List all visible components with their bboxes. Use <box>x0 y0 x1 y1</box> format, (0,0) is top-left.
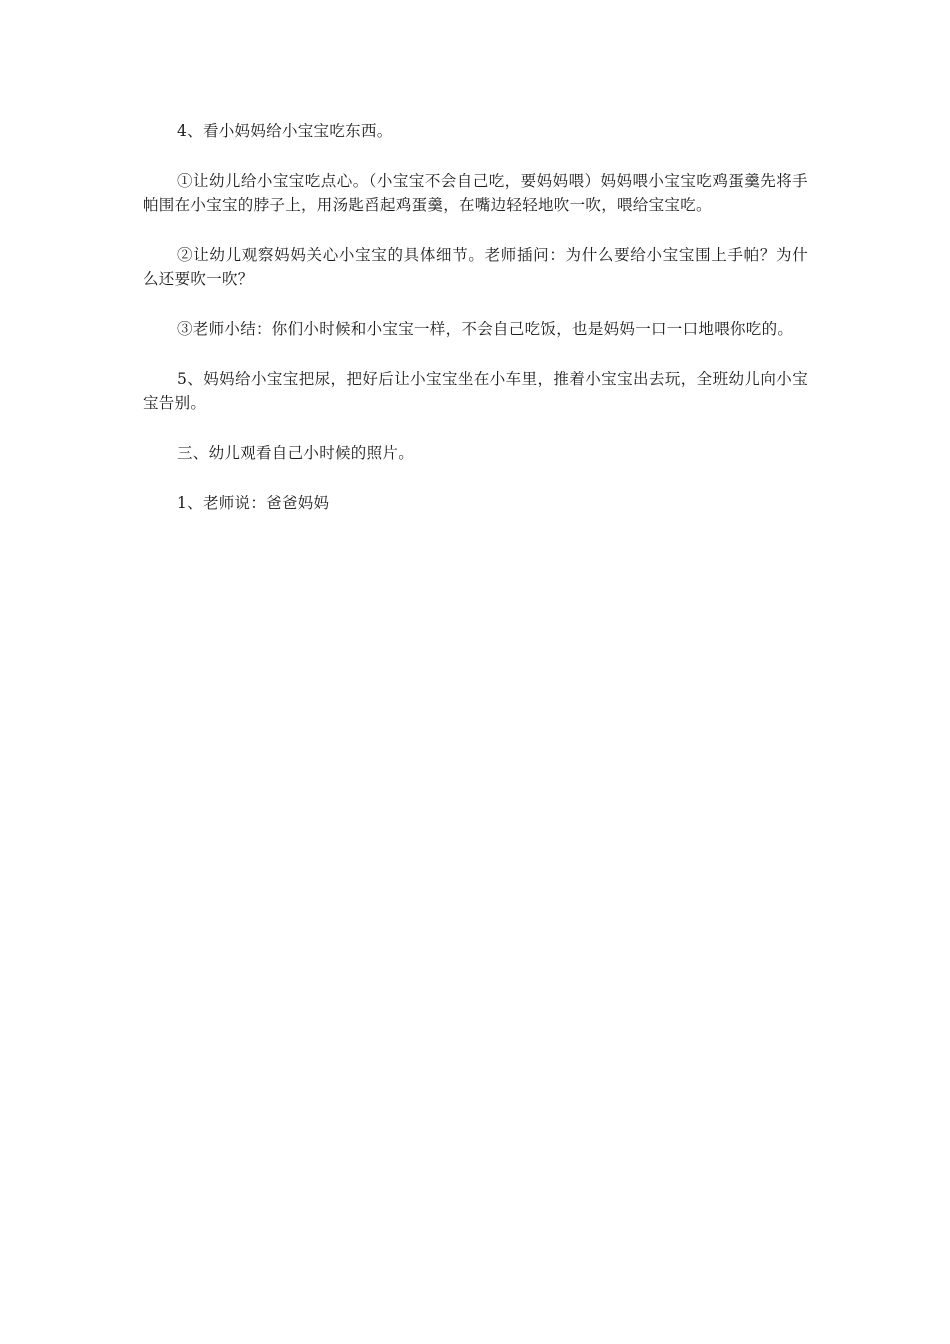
paragraph-step-4: 4、看小妈妈给小宝宝吃东西。 <box>177 122 393 140</box>
section-heading-3: 三、幼儿观看自己小时候的照片。 <box>177 444 415 462</box>
paragraph-substep-2: ②让幼儿观察妈妈关心小宝宝的具体细节。老师插问：为什么要给小宝宝围上手帕？为什么还要吹一吹？ <box>143 246 808 288</box>
paragraph-step-5: 5、妈妈给小宝宝把尿，把好后让小宝宝坐在小车里，推着小宝宝出去玩，全班幼儿向小宝宝告别。 <box>143 370 808 412</box>
paragraph-substep-3: ③老师小结：你们小时候和小宝宝一样，不会自己吃饭，也是妈妈一口一口地喂你吃的。 <box>177 320 794 338</box>
paragraph-section-3-step-1: 1、老师说：爸爸妈妈 <box>177 494 330 512</box>
paragraph-substep-1: ①让幼儿给小宝宝吃点心。（小宝宝不会自己吃，要妈妈喂）妈妈喂小宝宝吃鸡蛋羹先将手帕围在小宝宝的脖子上，用汤匙舀起鸡蛋羹，在嘴边轻轻地吹一吹，喂给宝宝吃。 <box>143 172 808 214</box>
document-body <box>143 119 808 541</box>
